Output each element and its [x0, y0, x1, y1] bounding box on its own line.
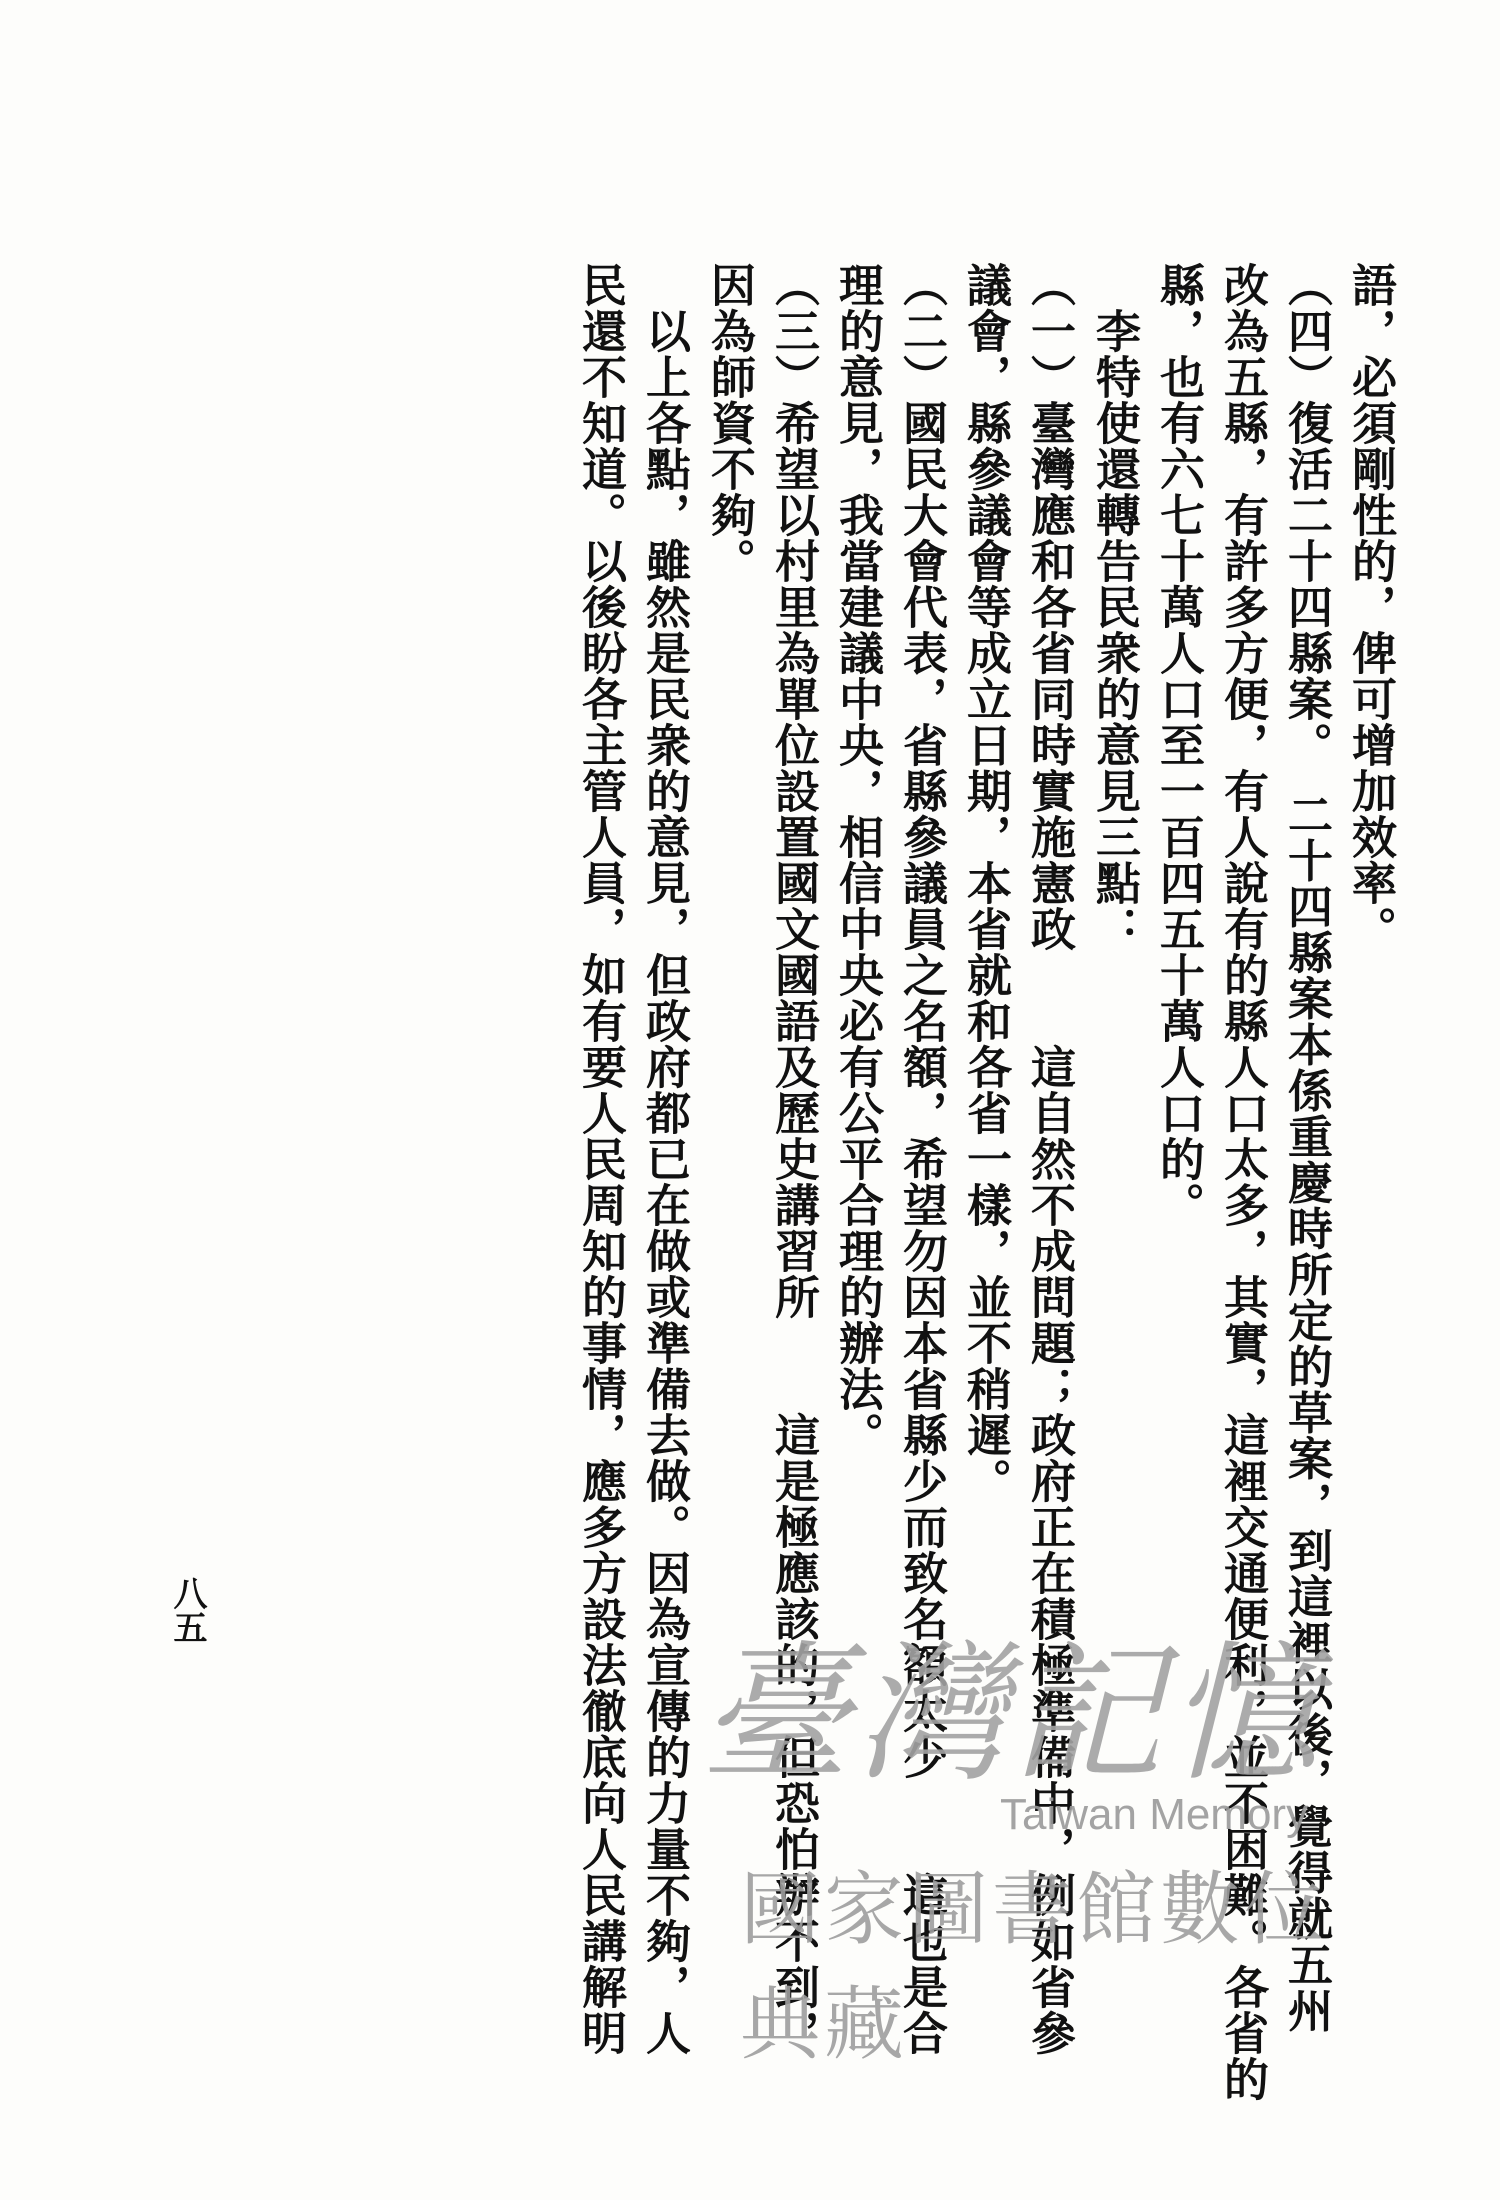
- watermark-english: Taiwan Memory: [1000, 1790, 1309, 1839]
- text-column-9: 理的意見，我當建議中央，相信中央必有公平合理的辦法。: [831, 262, 884, 1458]
- text-column-2: （四）復活二十四縣案。 二十四縣案本係重慶時所定的草案，到這裡以後，覺得就五州: [1280, 262, 1333, 2034]
- watermark-logo: 臺灣記憶: [700, 1628, 1325, 1802]
- text-column-3: 改為五縣，有許多方便，有人說有的縣人口太多，其實，這裡交通便利，並不困難。各省的: [1216, 262, 1269, 2102]
- watermark-subtitle: 國家圖書館數位典藏: [740, 1863, 1328, 2071]
- text-column-6: （一）臺灣應和各省同時實施憲政 這自然不成問題；政府正在積極準備中，例如省參: [1023, 262, 1076, 2056]
- text-column-4: 縣，也有六七十萬人口至一百四五十萬人口的。: [1152, 262, 1205, 1228]
- watermark: [700, 1628, 1400, 2071]
- page-number: 八五: [167, 1576, 207, 1644]
- text-column-12: 以上各點，雖然是民衆的意見，但政府都已在做或準備去做。因為宣傳的力量不夠，人: [638, 262, 691, 2056]
- text-column-10: （三）希望以村里為單位設置國文國語及歷史講習所 這是極應該的，但恐怕辦不到，: [767, 262, 820, 2056]
- text-column-13: 民還不知道。以後盼各主管人員，如有要人民周知的事情，應多方設法徹底向人民講解明: [574, 262, 627, 2056]
- text-column-1: 語，必須剛性的，俾可增加效率。: [1344, 262, 1397, 952]
- text-column-7: 議會，縣參議會等成立日期，本省就和各省一樣，並不稍遲。: [959, 262, 1012, 1504]
- text-column-8: （二）國民大會代表，省縣參議員之名額，希望勿因本省縣少而致名額太少 這也是合: [895, 262, 948, 2056]
- text-column-11: 因為師資不夠。: [703, 262, 756, 584]
- text-column-5: 李特使還轉告民衆的意見三點：: [1088, 262, 1141, 952]
